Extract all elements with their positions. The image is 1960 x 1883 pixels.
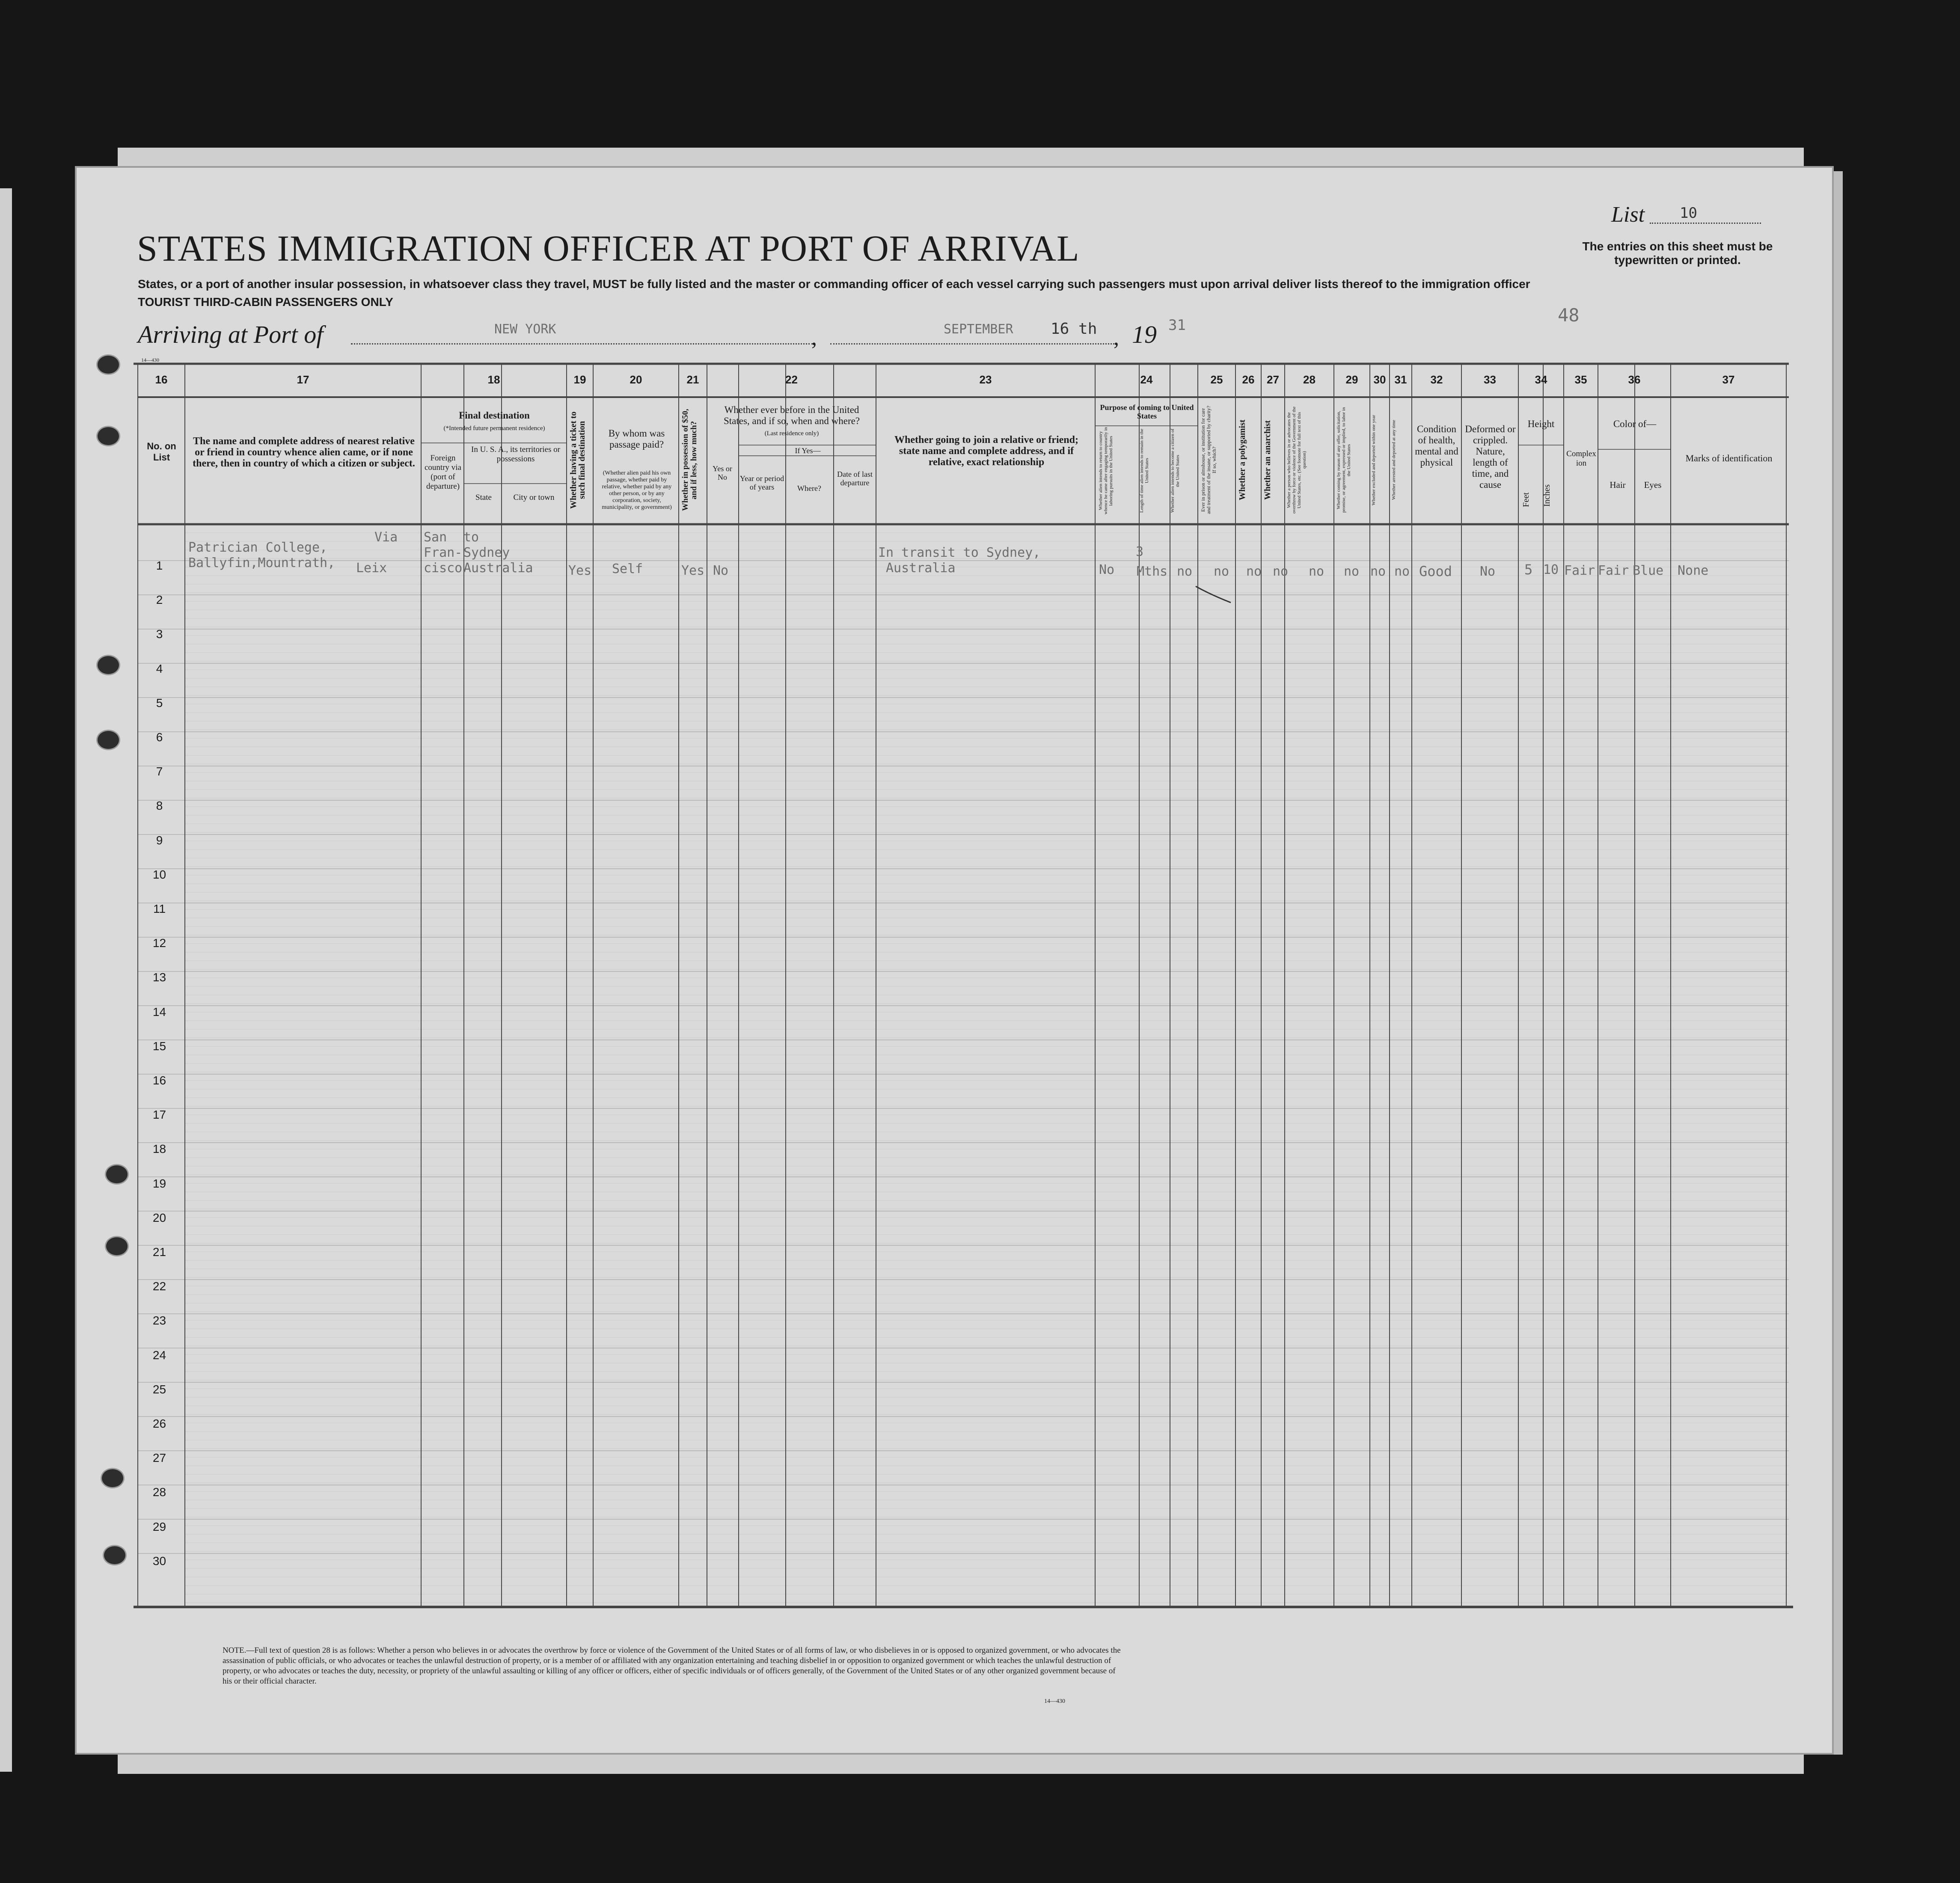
row-number: 11 (153, 902, 166, 915)
entry-relative-line2: Ballyfin,Mountrath, (188, 555, 336, 570)
list-label: List (1611, 202, 1645, 227)
pen-mark (1194, 582, 1232, 608)
sheet-number: 48 (1558, 305, 1580, 326)
colnum-24: 24 (1140, 373, 1153, 386)
header-q31: Whether arrested and deported at any time (1391, 420, 1396, 500)
header-color-of: Color of— (1613, 419, 1657, 429)
colnum-37: 37 (1722, 373, 1735, 386)
entry-joining-2: Australia (886, 561, 956, 576)
header-foreign-country: Foreign country via (port of departure) (424, 454, 461, 491)
entry-us-dest-1: to (463, 530, 479, 545)
entry-paid-by: Self (612, 561, 643, 576)
header-in-usa: In U. S. A., its territories or possessions (471, 445, 560, 463)
colnum-33: 33 (1484, 373, 1496, 386)
entry-q30: no (1370, 564, 1386, 579)
row-number: 24 (152, 1348, 166, 1362)
header-prison: Ever in prison or almshouse, or institution for care and treatment of the insane, or supported by charity? If so, which? (1200, 406, 1217, 514)
row-number: 1 (156, 559, 163, 572)
entry-inches: 10 (1543, 562, 1559, 577)
binder-hole (105, 1236, 129, 1256)
header-passage-paid: By whom was passage paid? (608, 428, 665, 450)
header-become-citizen: Whether alien intends to become a citizen of the United States (1170, 428, 1180, 513)
row-number: 21 (152, 1245, 166, 1259)
entry-length-unit: Mths (1137, 564, 1168, 579)
row-number: 8 (156, 799, 163, 813)
colnum-30: 30 (1373, 373, 1386, 386)
entry-q29: no (1344, 564, 1360, 579)
header-q30: Whether excluded and deported within one year (1371, 415, 1376, 505)
entry-health: Good (1419, 563, 1452, 579)
header-final-destination-sub: (*Intended future permanent residence) (443, 425, 545, 432)
header-city: City or town (513, 493, 555, 502)
colnum-20: 20 (630, 373, 642, 386)
colnum-31: 31 (1394, 373, 1407, 386)
header-no-on-list: No. on List (147, 441, 176, 463)
header-length-stay: Length of time alien intends to remain in the United States (1139, 428, 1149, 513)
header-feet: Feet (1521, 492, 1531, 507)
header-passage-note: (Whether alien paid his own passage, whether paid by relative, whether paid by any other person, or by any corporation, society, municipality, or government) (602, 470, 672, 511)
colnum-19: 19 (573, 373, 586, 386)
entry-us-dest-3: Australia (463, 561, 533, 576)
row-number: 15 (152, 1039, 166, 1053)
row-number: 7 (156, 765, 163, 778)
binder-hole (96, 426, 120, 446)
header-marks: Marks of identification (1685, 453, 1773, 463)
header-ever-before: Whether ever before in the United States, and if so, when and where? (723, 404, 860, 426)
header-q29: Whether coming by reason of any offer, solicitation, promise, or agreement, expressed or implied, to labor in the United States (1336, 407, 1351, 513)
header-state: State (475, 493, 492, 502)
entry-feet: 5 (1524, 561, 1533, 578)
binder-hole (103, 1545, 127, 1565)
entry-prison: no (1214, 564, 1229, 579)
row-number: 18 (152, 1142, 166, 1156)
row-number: 13 (152, 971, 166, 984)
header-height: Height (1527, 419, 1555, 429)
month-value: SEPTEMBER (944, 322, 1013, 337)
entry-deformed: No (1480, 564, 1496, 579)
entry-q31: no (1394, 564, 1410, 579)
entry-foreign-port-1: San (424, 530, 447, 545)
row-number: 3 (156, 627, 163, 641)
header-where: Where? (797, 484, 821, 493)
row-number: 12 (152, 936, 166, 950)
header-inches: Inches (1542, 484, 1552, 507)
port-value: NEW YORK (494, 322, 556, 337)
colnum-27: 27 (1267, 373, 1279, 386)
entry-joining-1: In transit to Sydney, (878, 545, 1041, 560)
row-number: 30 (152, 1554, 166, 1568)
row-number: 4 (156, 662, 163, 675)
binder-hole (96, 655, 120, 675)
colnum-35: 35 (1574, 373, 1587, 386)
typewritten-notice: The entries on this sheet must be typewritten or printed. (1582, 240, 1773, 267)
colnum-22: 22 (785, 373, 798, 386)
arriving-label: Arriving at Port of (138, 321, 324, 348)
entry-hair: Fair (1598, 563, 1629, 578)
entry-us-dest-2: Sydney (463, 545, 510, 560)
form-code-top: 14—430 (141, 357, 159, 363)
entry-foreign-port-2: Fran- (424, 545, 463, 560)
header-last-residence: (Last residence only) (764, 430, 819, 437)
row-number: 29 (152, 1520, 166, 1533)
question-28-footnote: NOTE.—Full text of question 28 is as follows: Whether a person who believes in or advocates the overthrow by force or violence of the Government of the United States or of all forms of law, or who disbelieves in or is opposed to organized government, or who advocates the assassination of public officials, or who advocates or teaches the unlawful destruction of property, or is a member of or affiliated with any organization entertaining and teaching disbelief in or opposition to organized government or which teaches the unlawful destruction of property, or who advocates or teaches the duty, necessity, or propriety of the unlawful assaulting or killing of any officer or officers, either of specific individuals or of officers generally, of the Government of the United States or of any other organized government because of his or their official character. (223, 1646, 1121, 1686)
header-joining: Whether going to join a relative or friend; state name and complete address, and if relative, exact relationship (894, 434, 1078, 468)
header-complexion: Complexion (1566, 449, 1596, 468)
row-number: 17 (152, 1108, 166, 1122)
header-date-departure: Date of last departure (837, 470, 873, 487)
entry-marks: None (1678, 563, 1709, 578)
row-number: 20 (152, 1211, 166, 1224)
header-eyes: Eyes (1644, 480, 1662, 490)
colnum-29: 29 (1345, 373, 1358, 386)
header-relative-address: The name and complete address of nearest relative or friend in country whence alien came, or if none there, then in country of which a citizen or subject. (193, 436, 415, 469)
header-anarchist: Whether an anarchist (1263, 420, 1272, 500)
instructions-line: States, or a port of another insular possession, in whatsoever class they travel, MUST be fully listed and the master or commanding officer of each vessel carrying such passengers must upon arrival deliver lists thereof to the immigration officer (138, 277, 1530, 291)
row-number: 22 (152, 1280, 166, 1293)
colnum-23: 23 (979, 373, 992, 386)
entry-via: Via (374, 530, 398, 545)
row-number: 27 (152, 1451, 166, 1465)
colnum-18: 18 (487, 373, 500, 386)
entry-complexion: Fair (1564, 563, 1595, 578)
header-deformed: Deformed or crippled. Nature, length of time, and cause (1465, 424, 1516, 490)
entry-before-in-us: No (713, 563, 729, 578)
colnum-26: 26 (1242, 373, 1255, 386)
colnum-16: 16 (155, 373, 168, 386)
header-purpose: Purpose of coming to United States (1100, 403, 1194, 420)
colnum-32: 32 (1430, 373, 1443, 386)
year-suffix: 31 (1168, 317, 1186, 334)
day-value: 16 th (1051, 320, 1097, 338)
class-line: TOURIST THIRD-CABIN PASSENGERS ONLY (138, 295, 393, 309)
header-ticket: Whether having a ticket to such final destination (569, 411, 587, 509)
binder-hole (96, 730, 120, 750)
binder-hole (96, 354, 120, 375)
comma-2: , (1114, 326, 1119, 350)
form-code-bottom: 14—430 (1044, 1698, 1065, 1705)
entry-return-intent: No (1099, 562, 1115, 577)
colnum-25: 25 (1210, 373, 1223, 386)
entry-relative-line1: Patrician College, (188, 540, 328, 555)
colnum-28: 28 (1303, 373, 1316, 386)
header-return-intent: Whether alien intends to return to country whence he came after engaging temporarily in laboring pursuits in the United States (1098, 427, 1114, 515)
entry-citizen: no (1177, 564, 1193, 579)
comma: , (811, 326, 817, 350)
row-number: 9 (156, 833, 163, 847)
entry-ticket: Yes (568, 563, 592, 578)
header-polygamist: Whether a polygamist (1238, 419, 1247, 501)
row-number: 26 (152, 1417, 166, 1430)
row-number: 16 (152, 1074, 166, 1087)
row-number: 10 (152, 867, 166, 881)
row-number: 5 (156, 696, 163, 710)
row-number: 25 (152, 1382, 166, 1396)
row-number: 28 (152, 1485, 166, 1499)
header-health: Condition of health, mental and physical (1415, 424, 1458, 468)
row-number: 19 (152, 1176, 166, 1190)
page-title: STATES IMMIGRATION OFFICER AT PORT OF ARRIVAL (137, 228, 1080, 269)
header-money: Whether in possession of $50, and if less, how much? (681, 409, 698, 511)
header-if-yes: If Yes— (795, 446, 821, 455)
entry-polygamist: no (1246, 564, 1262, 579)
header-year-period: Year or period of years (739, 474, 784, 491)
colnum-34: 34 (1535, 373, 1547, 386)
list-number: 10 (1680, 205, 1697, 222)
entry-foreign-port-3: cisco (424, 561, 463, 576)
entry-money: Yes (681, 563, 705, 578)
binder-hole (105, 1164, 129, 1185)
entry-q28: no (1309, 564, 1324, 579)
row-number: 2 (156, 593, 163, 607)
entry-leix: Leix (356, 561, 387, 576)
binder-hole (101, 1468, 125, 1488)
row-number: 6 (156, 731, 163, 744)
year-prefix: 19 (1132, 321, 1157, 348)
colnum-21: 21 (686, 373, 699, 386)
header-yes-no: Yes or No (713, 464, 732, 481)
entry-eyes: Blue (1633, 563, 1664, 578)
colnum-36: 36 (1628, 373, 1641, 386)
entry-anarchist: no (1273, 564, 1289, 579)
header-hair: Hair (1610, 480, 1626, 490)
header-final-destination: Final destination (459, 410, 530, 421)
row-number: 23 (152, 1314, 166, 1328)
colnum-17: 17 (297, 373, 309, 386)
entry-length-num: 3 (1136, 544, 1144, 559)
row-number: 14 (152, 1005, 166, 1019)
header-q28: Whether a person who believes in or advocates the overthrow by force or violence of the Government of the United States, etc. (See footnote for full text of this question) (1286, 406, 1307, 514)
